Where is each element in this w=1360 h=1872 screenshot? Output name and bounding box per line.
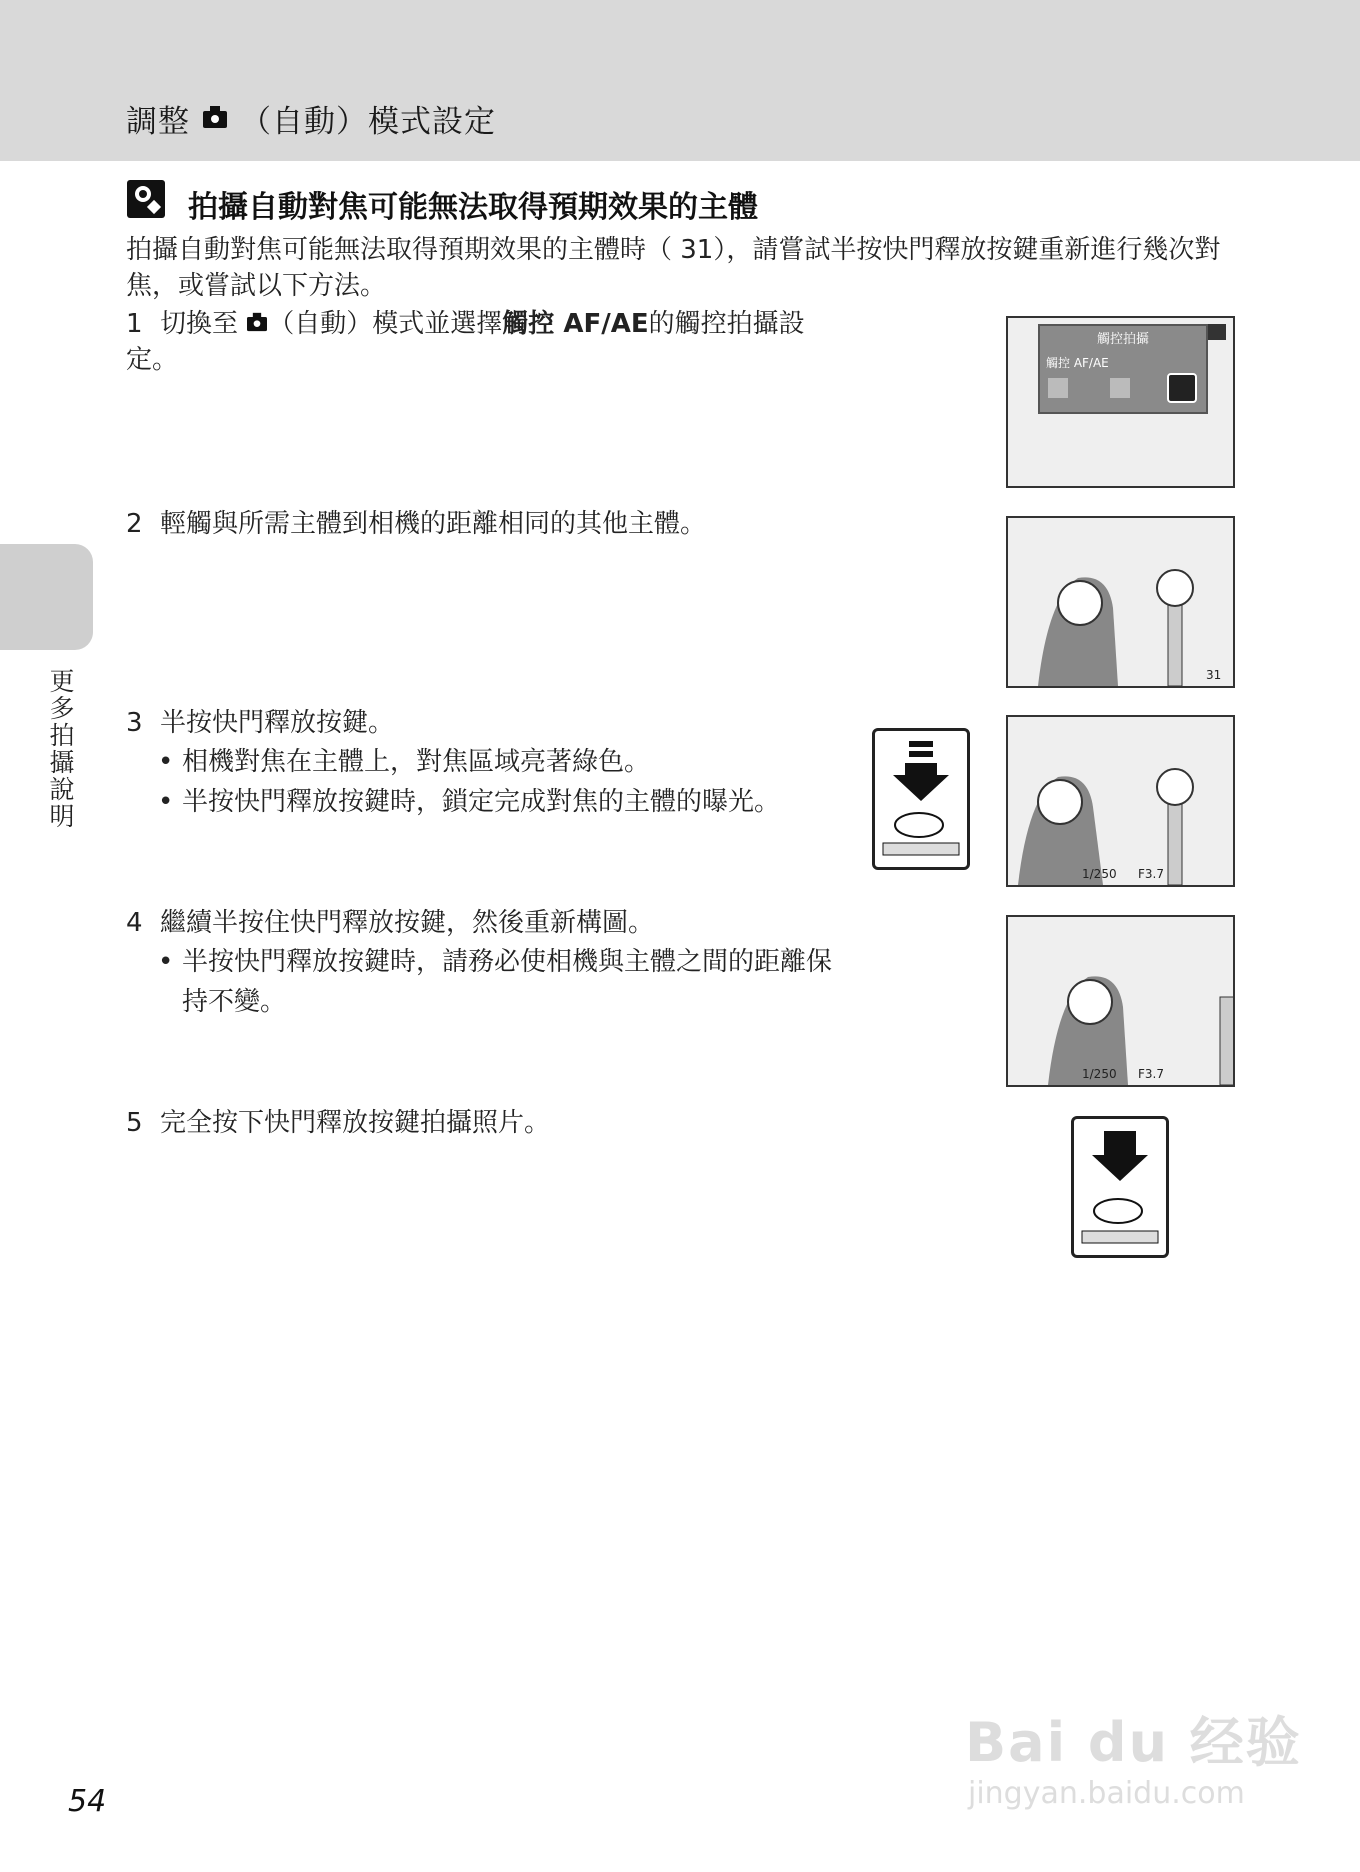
camera-icon [246,309,268,339]
step-text: 完全按下快門釋放按鍵拍攝照片。 [160,1108,551,1138]
header-title-pre: 調整 [126,104,190,140]
camera-screen-touch [1006,516,1235,688]
step-3-bullets [158,742,780,822]
header-title [126,96,496,141]
step-5 [126,1105,550,1141]
menu-icons [1040,326,1206,412]
shots-remaining: 31 [1206,668,1222,682]
tip-title: 拍攝自動對焦可能無法取得預期效果的主體 [188,190,758,225]
step-text: 繼續半按住快門釋放按鍵，然後重新構圖。 [160,908,655,938]
step-4-bullets [158,942,838,1022]
bullet: • 半按快門釋放按鍵時，鎖定完成對焦的主體的曝光。 [158,782,780,822]
step-text-pre: 切換至 [160,309,239,339]
shutter-full-press-icon [1071,1116,1169,1258]
step-number: 4 [126,908,143,938]
portrait-illustration [1008,717,1233,885]
shutter-speed: 1/250 [1082,1067,1117,1081]
menu-item: 觸控 AF/AE [1046,356,1109,370]
watermark-logo: Bai du 经验 [965,1711,1302,1774]
tip-icon [127,180,165,218]
step-text-mid: （自動）模式並選擇 [268,309,503,339]
intro-paragraph: 拍攝自動對焦可能無法取得預期效果的主體時（ 31），請嘗試半按快門釋放按鍵重新進行幾次對焦，或嘗試以下方法。 [126,235,1221,301]
step-text: 輕觸與所需主體到相機的距離相同的其他主體。 [160,509,707,539]
step-text: 半按快門釋放按鍵。 [160,708,395,738]
camera-screen-recompose [1006,915,1235,1087]
page-header [0,0,1360,161]
page-number: 54 [68,1784,107,1819]
camera-icon [202,101,228,137]
side-tab [0,544,93,650]
shutter-speed: 1/250 [1082,867,1117,881]
step-text-bold: 觸控 AF/AE [502,309,649,339]
step-1 [126,306,846,378]
side-label: 更多拍攝說明 [46,668,75,830]
bullet: • 相機對焦在主體上，對焦區域亮著綠色。 [158,742,780,782]
header-title-post: （自動）模式設定 [240,104,496,140]
shutter-half-press-icon [872,728,970,870]
step-text-post: 的觸控拍攝設定。 [126,309,805,375]
camera-screen-focus [1006,715,1235,887]
menu-title: 觸控拍攝 [1096,332,1149,347]
watermark-url: jingyan.baidu.com [968,1776,1245,1811]
step-number: 5 [126,1108,143,1138]
portrait-illustration [1008,518,1233,686]
camera-screen-menu [1006,316,1235,488]
step-number: 1 [126,309,143,339]
step-3 [126,705,394,741]
step-number: 2 [126,509,143,539]
aperture: F3.7 [1138,867,1164,881]
portrait-illustration [1008,917,1233,1085]
back-icon [1208,324,1226,340]
touch-menu [1038,324,1208,414]
aperture: F3.7 [1138,1067,1164,1081]
step-number: 3 [126,708,143,738]
step-2 [126,506,706,542]
step-4 [126,905,654,941]
bullet: • 半按快門釋放按鍵時，請務必使相機與主體之間的距離保持不變。 [158,942,838,1022]
